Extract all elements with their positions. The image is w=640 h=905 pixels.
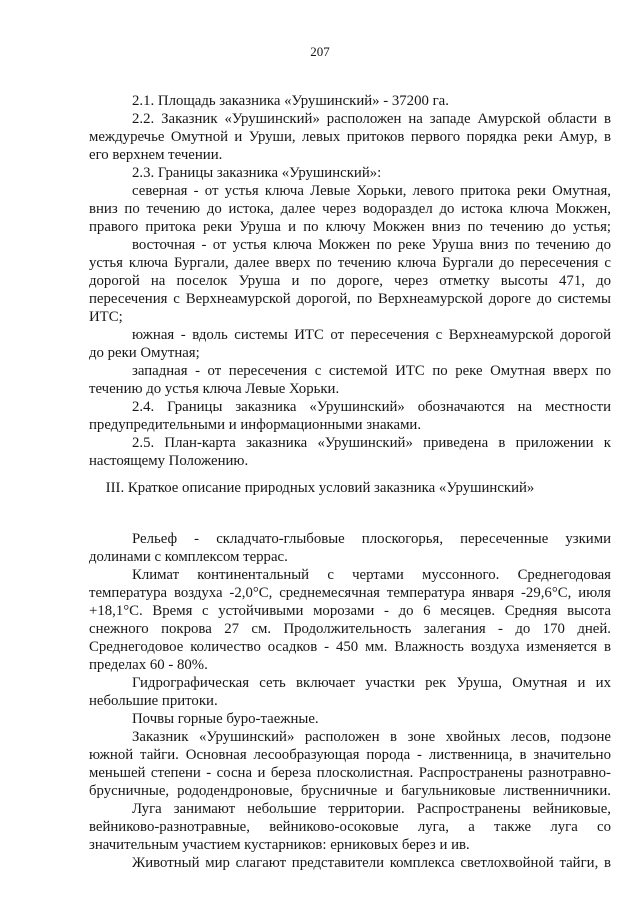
text-line: устья ключа Бургали, далее вверх по течению ключа Бургали до пересечения с xyxy=(89,255,611,271)
text-line: пределах 60 - 80%. xyxy=(89,657,208,673)
text-line: до реки Омутная; xyxy=(89,345,200,361)
text-line: междуречье Омутной и Уруши, левых притоков первого порядка реки Амур, в xyxy=(89,129,611,145)
text-line: 2.1. Площадь заказника «Урушинский» - 37200 га. xyxy=(132,93,449,109)
text-line: Среднегодовое количество осадков - 450 мм. Влажность воздуха изменяется в xyxy=(89,639,611,655)
text-line: 2.5. План-карта заказника «Урушинский» приведена в приложении к xyxy=(132,435,611,451)
text-line: северная - от устья ключа Левые Хорьки, левого притока реки Омутная, xyxy=(132,183,611,199)
text-line: температура воздуха -2,0°С, среднемесячная температура января -29,6°С, июля xyxy=(89,585,611,601)
text-line: небольшие притоки. xyxy=(89,693,218,709)
text-line: Гидрографическая сеть включает участки рек Уруша, Омутная и их xyxy=(132,675,611,691)
text-line: Животный мир слагают представители комплекса светлохвойной тайги, в xyxy=(132,855,611,871)
text-line: 2.2. Заказник «Урушинский» расположен на западе Амурской области в xyxy=(132,111,611,127)
section-heading: III. Краткое описание природных условий заказника «Урушинский» xyxy=(105,480,535,496)
text-line: Климат континентальный с чертами муссонного. Среднегодовая xyxy=(132,567,611,583)
page-number: 207 xyxy=(310,44,330,59)
text-line: 2.4. Границы заказника «Урушинский» обозначаются на местности xyxy=(132,399,611,415)
text-line: вейниково-разнотравные, вейниково-осоковые луга, а также луга со xyxy=(89,819,611,835)
text-line: Рельеф - складчато-глыбовые плоскогорья, пересеченные узкими xyxy=(132,531,611,547)
text-line: ИТС; xyxy=(89,309,123,325)
text-line: южной тайги. Основная лесообразующая порода - лиственница, в значительно xyxy=(89,747,611,763)
text-line: Заказник «Урушинский» расположен в зоне хвойных лесов, подзоне xyxy=(132,729,611,745)
text-line: его верхнем течении. xyxy=(89,147,223,163)
text-line: восточная - от устья ключа Мокжен по реке Уруша вниз по течению до xyxy=(132,237,611,253)
text-line: +18,1°С. Время с устойчивыми морозами - до 6 месяцев. Средняя высота xyxy=(89,603,611,619)
text-line: настоящему Положению. xyxy=(89,453,249,469)
text-line: пересечения с Верхнеамурской дорогой, по Верхнеамурской дороге до системы xyxy=(89,291,611,307)
text-line: дорогой на поселок Уруша и по дороге, через отметку высоты 471, до xyxy=(89,273,611,289)
text-line: западная - от пересечения с системой ИТС по реке Омутная вверх по xyxy=(132,363,611,379)
text-line: Почвы горные буро-таежные. xyxy=(132,711,319,727)
text-line: правого притока реки Уруша и по ключу Мокжен вниз по течению до устья; xyxy=(89,219,611,235)
text-line: меньшей степени - сосна и береза плосколистная. Распространены разнотравно- xyxy=(89,765,611,781)
text-line: снежного покрова 27 см. Продолжительность залегания - до 170 дней. xyxy=(89,621,611,637)
text-line: 2.3. Границы заказника «Урушинский»: xyxy=(132,165,382,181)
text-line: значительным участием кустарников: ерниковых берез и ив. xyxy=(89,837,470,853)
text-line: течению до устья ключа Левые Хорьки. xyxy=(89,381,340,397)
text-line: вниз по течению до истока, далее через водораздел до истока ключа Мокжен, xyxy=(89,201,611,217)
text-line: предупредительными и информационными знаками. xyxy=(89,417,422,433)
text-line: брусничные, рододендроновые, брусничные и багульниковые лиственничники. xyxy=(89,783,611,799)
text-line: долинами с комплексом террас. xyxy=(89,549,288,565)
text-line: Луга занимают небольшие территории. Распространены вейниковые, xyxy=(132,801,611,817)
text-line: южная - вдоль системы ИТС от пересечения с Верхнеамурской дорогой xyxy=(132,327,611,343)
